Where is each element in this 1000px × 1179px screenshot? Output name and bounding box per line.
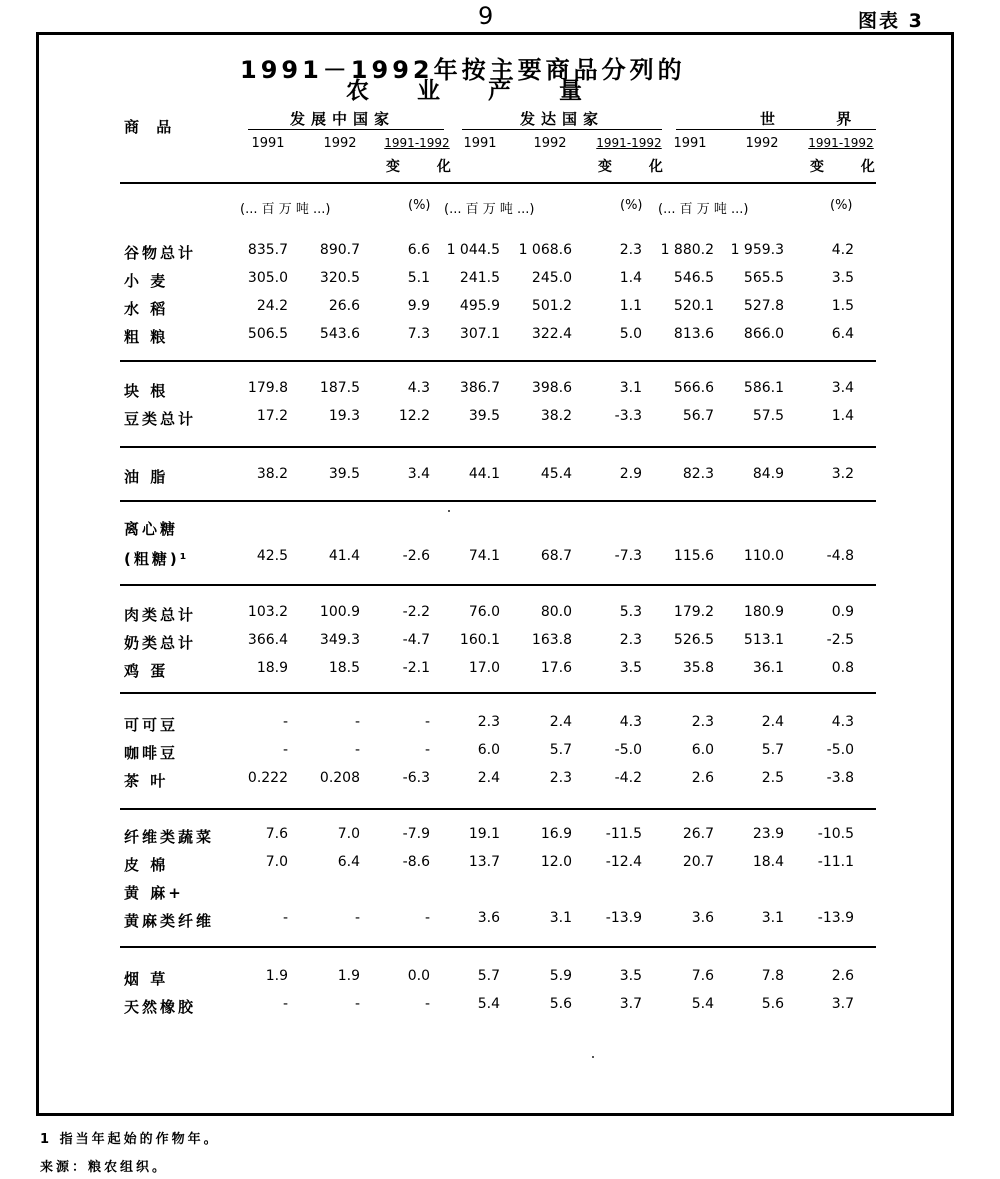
cell: - [424, 742, 430, 758]
cell: 866.0 [743, 326, 784, 342]
change-label: 变 化 [386, 159, 467, 175]
cell: 7.8 [761, 968, 784, 984]
footnote-1: 1 指当年起始的作物年。 [40, 1132, 220, 1147]
cell: - [424, 996, 430, 1012]
row-label: 谷物总计 [124, 244, 197, 262]
row-label: 离心糖 [124, 520, 179, 538]
table-row [0, 882, 1000, 904]
cell: 566.6 [673, 380, 714, 396]
cell: 506.5 [247, 326, 288, 342]
cell: 39.5 [328, 466, 360, 482]
cell: 520.1 [673, 298, 714, 314]
change-years-header: 1991-1992 [596, 136, 662, 150]
cell: 813.6 [673, 326, 714, 342]
cell: 5.6 [549, 996, 572, 1012]
cell: 3.1 [761, 910, 784, 926]
cell: 890.7 [319, 242, 360, 258]
table-row [0, 242, 1000, 264]
cell: 18.9 [256, 660, 288, 676]
cell: 3.4 [831, 380, 854, 396]
cell: 5.6 [761, 996, 784, 1012]
cell: 3.1 [619, 380, 642, 396]
cell: 12.0 [540, 854, 572, 870]
cell: - [424, 910, 430, 926]
group-divider [120, 584, 876, 586]
cell: 163.8 [531, 632, 572, 648]
year-header: 1992 [745, 136, 779, 151]
cell: 2.3 [549, 770, 572, 786]
cell: 82.3 [682, 466, 714, 482]
cell: 3.4 [407, 466, 430, 482]
cell: 2.4 [549, 714, 572, 730]
table-row [0, 770, 1000, 792]
group-underline-developed [462, 129, 662, 130]
table-row [0, 826, 1000, 848]
row-label: 肉类总计 [124, 606, 197, 624]
table-row [0, 380, 1000, 402]
cell: 7.6 [265, 826, 288, 842]
cell: -2.2 [402, 604, 430, 620]
row-label: 油 脂 [124, 468, 169, 486]
cell: 1.9 [337, 968, 360, 984]
cell: 103.2 [247, 604, 288, 620]
cell: 5.1 [407, 270, 430, 286]
cell: 41.4 [328, 548, 360, 564]
cell: 42.5 [256, 548, 288, 564]
cell: 2.4 [477, 770, 500, 786]
cell: 179.8 [247, 380, 288, 396]
cell: 5.0 [619, 326, 642, 342]
cell: 3.5 [619, 968, 642, 984]
cell: 2.6 [691, 770, 714, 786]
commodity-header: 商 品 [124, 118, 178, 136]
cell: 26.7 [682, 826, 714, 842]
group-divider [120, 500, 876, 502]
table-row [0, 270, 1000, 292]
cell: 398.6 [531, 380, 572, 396]
cell: -11.5 [605, 826, 642, 842]
cell: -3.8 [826, 770, 854, 786]
group-divider [120, 946, 876, 948]
cell: 5.7 [549, 742, 572, 758]
cell: 305.0 [247, 270, 288, 286]
cell: -3.3 [614, 408, 642, 424]
cell: 2.3 [619, 632, 642, 648]
cell: 1 880.2 [660, 242, 714, 258]
cell: 6.6 [407, 242, 430, 258]
row-label: 奶类总计 [124, 634, 197, 652]
unit-percent: (%) [620, 198, 643, 213]
cell: 1 044.5 [446, 242, 500, 258]
cell: 187.5 [319, 380, 360, 396]
cell: 5.3 [619, 604, 642, 620]
group-divider [120, 692, 876, 694]
cell: 0.208 [319, 770, 360, 786]
cell: 7.0 [337, 826, 360, 842]
cell: - [354, 742, 360, 758]
table-title-line2: 农 业 产 量 [346, 78, 603, 104]
unit-million-tonnes: (... 百 万 吨 ...) [444, 202, 535, 217]
group-header-developed: 发达国家 [520, 110, 605, 128]
cell: - [282, 910, 288, 926]
table-row [0, 632, 1000, 654]
table-row [0, 466, 1000, 488]
cell: 5.7 [477, 968, 500, 984]
cell: 4.3 [831, 714, 854, 730]
cell: 565.5 [743, 270, 784, 286]
table-row [0, 910, 1000, 932]
cell: 0.8 [831, 660, 854, 676]
cell: 74.1 [468, 548, 500, 564]
year-header: 1991 [463, 136, 497, 151]
cell: 23.9 [752, 826, 784, 842]
cell: 3.7 [619, 996, 642, 1012]
cell: 84.9 [752, 466, 784, 482]
cell: 526.5 [673, 632, 714, 648]
cell: 35.8 [682, 660, 714, 676]
cell: 3.7 [831, 996, 854, 1012]
change-years-header: 1991-1992 [384, 136, 450, 150]
cell: 36.1 [752, 660, 784, 676]
cell: -13.9 [817, 910, 854, 926]
source-note: 来源：粮农组织。 [40, 1160, 169, 1175]
cell: 20.7 [682, 854, 714, 870]
cell: 100.9 [319, 604, 360, 620]
row-label: 天然橡胶 [124, 998, 197, 1016]
cell: 44.1 [468, 466, 500, 482]
cell: 160.1 [459, 632, 500, 648]
cell: 6.4 [831, 326, 854, 342]
row-label: 纤维类蔬菜 [124, 828, 215, 846]
cell: 1.5 [831, 298, 854, 314]
table-row [0, 518, 1000, 540]
page-number: 9 [478, 2, 494, 30]
cell: 57.5 [752, 408, 784, 424]
group-header-world: 世 界 [760, 110, 880, 128]
cell: 1.4 [619, 270, 642, 286]
row-label: 块 根 [124, 382, 169, 400]
cell: 3.6 [691, 910, 714, 926]
cell: 0.0 [407, 968, 430, 984]
table-row [0, 548, 1000, 570]
cell: - [282, 742, 288, 758]
year-header: 1991 [673, 136, 707, 151]
cell: 6.4 [337, 854, 360, 870]
cell: 76.0 [468, 604, 500, 620]
row-label: 水 稻 [124, 300, 169, 318]
cell: - [282, 714, 288, 730]
unit-million-tonnes: (... 百 万 吨 ...) [240, 202, 331, 217]
row-label: 豆类总计 [124, 410, 197, 428]
row-label: (粗糖)¹ [124, 550, 190, 568]
group-header-developing: 发展中国家 [290, 110, 396, 128]
cell: 6.0 [691, 742, 714, 758]
cell: 513.1 [743, 632, 784, 648]
cell: 1 959.3 [730, 242, 784, 258]
cell: 24.2 [256, 298, 288, 314]
cell: -2.1 [402, 660, 430, 676]
table-title-line1: 1991－1992年按主要商品分列的 [240, 56, 686, 84]
cell: 38.2 [256, 466, 288, 482]
cell: 17.6 [540, 660, 572, 676]
table-row [0, 326, 1000, 348]
year-header: 1992 [323, 136, 357, 151]
group-divider [120, 446, 876, 448]
cell: 3.2 [831, 466, 854, 482]
cell: 501.2 [531, 298, 572, 314]
group-divider [120, 360, 876, 362]
cell: 322.4 [531, 326, 572, 342]
table-row [0, 604, 1000, 626]
cell: 386.7 [459, 380, 500, 396]
cell: 307.1 [459, 326, 500, 342]
group-divider [120, 808, 876, 810]
cell: 19.1 [468, 826, 500, 842]
cell: 3.5 [831, 270, 854, 286]
change-label: 变 化 [810, 159, 891, 175]
cell: -2.5 [826, 632, 854, 648]
row-label: 茶 叶 [124, 772, 169, 790]
cell: 0.222 [247, 770, 288, 786]
cell: 7.6 [691, 968, 714, 984]
cell: -5.0 [614, 742, 642, 758]
cell: 366.4 [247, 632, 288, 648]
cell: - [424, 714, 430, 730]
cell: 0.9 [831, 604, 854, 620]
chart-label: 图表 3 [858, 10, 924, 32]
cell: -11.1 [817, 854, 854, 870]
cell: 6.0 [477, 742, 500, 758]
cell: 13.7 [468, 854, 500, 870]
year-header: 1991 [251, 136, 285, 151]
cell: 2.9 [619, 466, 642, 482]
row-label: 小 麦 [124, 272, 169, 290]
cell: 2.3 [619, 242, 642, 258]
cell: 18.4 [752, 854, 784, 870]
cell: -7.9 [402, 826, 430, 842]
cell: -4.2 [614, 770, 642, 786]
cell: -5.0 [826, 742, 854, 758]
cell: 1.4 [831, 408, 854, 424]
cell: 2.3 [477, 714, 500, 730]
cell: 1.1 [619, 298, 642, 314]
row-label: 烟 草 [124, 970, 169, 988]
cell: 39.5 [468, 408, 500, 424]
cell: 80.0 [540, 604, 572, 620]
cell: 1 068.6 [518, 242, 572, 258]
table-row [0, 660, 1000, 682]
cell: 7.0 [265, 854, 288, 870]
cell: 3.1 [549, 910, 572, 926]
row-label: 可可豆 [124, 716, 179, 734]
cell: 320.5 [319, 270, 360, 286]
cell: 586.1 [743, 380, 784, 396]
table-row [0, 854, 1000, 876]
cell: 4.3 [619, 714, 642, 730]
cell: 241.5 [459, 270, 500, 286]
cell: 26.6 [328, 298, 360, 314]
cell: 17.2 [256, 408, 288, 424]
cell: 245.0 [531, 270, 572, 286]
cell: 5.9 [549, 968, 572, 984]
cell: 16.9 [540, 826, 572, 842]
unit-percent: (%) [408, 198, 431, 213]
cell: 45.4 [540, 466, 572, 482]
scan-speck [448, 510, 450, 512]
group-underline-developing [248, 129, 444, 130]
cell: -12.4 [605, 854, 642, 870]
cell: 5.7 [761, 742, 784, 758]
cell: - [354, 910, 360, 926]
cell: - [354, 714, 360, 730]
cell: -4.8 [826, 548, 854, 564]
cell: -8.6 [402, 854, 430, 870]
cell: 495.9 [459, 298, 500, 314]
cell: 1.9 [265, 968, 288, 984]
row-label: 黄 麻+ [124, 884, 184, 902]
cell: 4.3 [407, 380, 430, 396]
cell: 7.3 [407, 326, 430, 342]
table-row [0, 298, 1000, 320]
cell: 12.2 [398, 408, 430, 424]
header-divider [120, 182, 876, 184]
cell: -4.7 [402, 632, 430, 648]
row-label: 咖啡豆 [124, 744, 179, 762]
cell: - [282, 996, 288, 1012]
row-label: 皮 棉 [124, 856, 169, 874]
cell: 2.6 [831, 968, 854, 984]
row-label: 粗 粮 [124, 328, 169, 346]
cell: 2.4 [761, 714, 784, 730]
cell: 349.3 [319, 632, 360, 648]
unit-percent: (%) [830, 198, 853, 213]
cell: 543.6 [319, 326, 360, 342]
cell: -13.9 [605, 910, 642, 926]
cell: 9.9 [407, 298, 430, 314]
cell: 17.0 [468, 660, 500, 676]
cell: 18.5 [328, 660, 360, 676]
cell: 5.4 [477, 996, 500, 1012]
table-row [0, 408, 1000, 430]
cell: -10.5 [817, 826, 854, 842]
group-underline-world [676, 129, 876, 130]
table-row [0, 742, 1000, 764]
cell: 179.2 [673, 604, 714, 620]
year-header: 1992 [533, 136, 567, 151]
cell: -6.3 [402, 770, 430, 786]
cell: 3.5 [619, 660, 642, 676]
cell: 56.7 [682, 408, 714, 424]
cell: 68.7 [540, 548, 572, 564]
cell: 3.6 [477, 910, 500, 926]
unit-million-tonnes: (... 百 万 吨 ...) [658, 202, 749, 217]
cell: 4.2 [831, 242, 854, 258]
cell: 180.9 [743, 604, 784, 620]
cell: 2.5 [761, 770, 784, 786]
table-row [0, 714, 1000, 736]
table-row [0, 996, 1000, 1018]
cell: 110.0 [743, 548, 784, 564]
cell: 2.3 [691, 714, 714, 730]
cell: 19.3 [328, 408, 360, 424]
cell: - [354, 996, 360, 1012]
change-years-header: 1991-1992 [808, 136, 874, 150]
scan-speck [592, 1056, 594, 1058]
row-label: 鸡 蛋 [124, 662, 169, 680]
change-label: 变 化 [598, 159, 679, 175]
cell: 115.6 [673, 548, 714, 564]
cell: -2.6 [402, 548, 430, 564]
row-label: 黄麻类纤维 [124, 912, 215, 930]
table-row [0, 968, 1000, 990]
cell: 527.8 [743, 298, 784, 314]
cell: -7.3 [614, 548, 642, 564]
cell: 5.4 [691, 996, 714, 1012]
cell: 546.5 [673, 270, 714, 286]
cell: 835.7 [247, 242, 288, 258]
cell: 38.2 [540, 408, 572, 424]
table-frame [36, 32, 954, 1116]
